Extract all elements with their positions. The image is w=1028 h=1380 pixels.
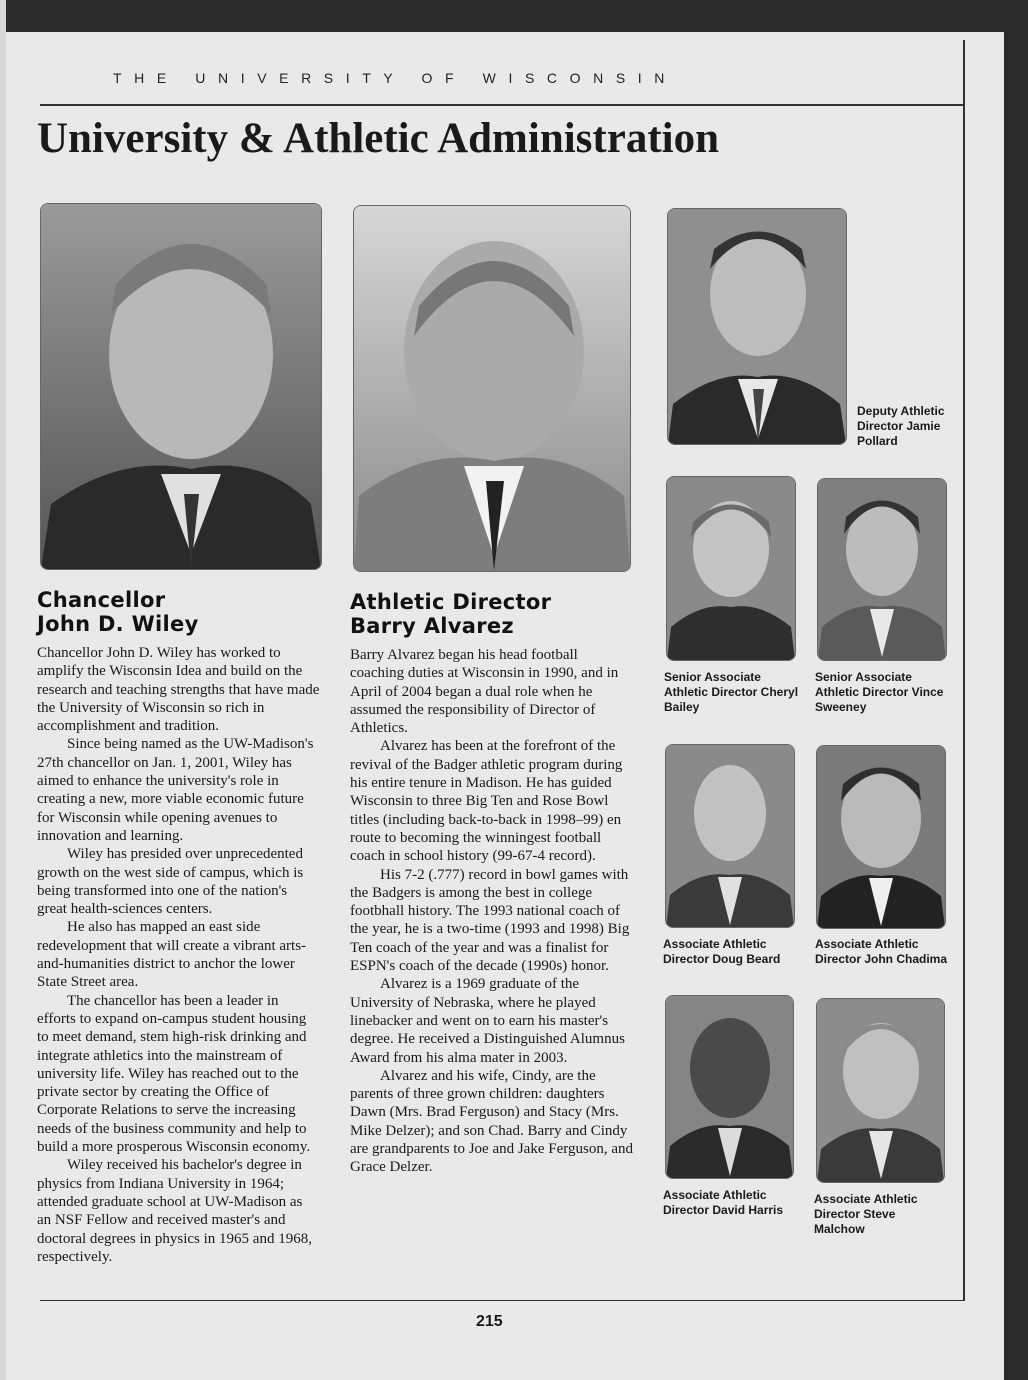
beard-photo bbox=[665, 744, 795, 928]
athletic-director-heading bbox=[350, 590, 551, 638]
chadima-photo bbox=[816, 745, 946, 929]
chancellor-paragraph: He also has mapped an east side redevelopment that will create a vibrant arts-and-humanities district to anchor the lower State Street area. bbox=[37, 919, 307, 991]
right-border-rule bbox=[963, 40, 965, 1300]
page-title: University & Athletic Administration bbox=[37, 115, 719, 162]
chancellor-photo bbox=[40, 203, 322, 570]
athletic-director-paragraph: Alvarez has been at the forefront of the revival of the Badger athletic program during his entire tenure in Madison. He has guided Wisconsin to three Big Ten and Rose Bowl titles (including back-to-back in 1998–99) en route to becoming the winningest football coach in school history (99-67-4 record). bbox=[350, 738, 623, 865]
caption-harris: Associate Athletic Director David Harris bbox=[663, 1188, 784, 1217]
athletic-director-heading-name: Barry Alvarez bbox=[350, 614, 514, 638]
bailey-photo bbox=[666, 476, 796, 661]
chancellor-bio bbox=[37, 644, 320, 1266]
athletic-director-paragraph: Alvarez is a 1969 graduate of the University of Nebraska, where he played linebacker and went on to earn his master's degree. He received a Distinguished Alumnus Award from his alma mater in 2003. bbox=[350, 976, 625, 1066]
malchow-photo bbox=[816, 998, 945, 1183]
running-header: THE UNIVERSITY OF WISCONSIN bbox=[113, 70, 677, 86]
sweeney-photo bbox=[817, 478, 947, 661]
chancellor-heading-name: John D. Wiley bbox=[37, 612, 199, 636]
pollard-photo bbox=[667, 208, 847, 445]
athletic-director-paragraph: His 7-2 (.777) record in bowl games with the Badgers is among the best in college footbhall history. The 1993 national coach of the year, he is a two-time (1993 and 1998) Big Ten coach of the year and was a finalist for ESPN's coach of the decade (1990s) honor. bbox=[350, 866, 630, 975]
header-rule bbox=[40, 104, 965, 106]
caption-pollard: Deputy Athletic Director Jamie Pollard bbox=[857, 404, 945, 448]
caption-malchow: Associate Athletic Director Steve Malchow bbox=[814, 1192, 918, 1236]
chancellor-paragraph: Chancellor John D. Wiley has worked to amplify the Wisconsin Idea and build on the research and teaching strengths that have made the University of Wisconsin so rich in accomplishment and tradition. bbox=[37, 645, 320, 735]
caption-chadima: Associate Athletic Director John Chadima bbox=[815, 937, 948, 966]
caption-beard: Associate Athletic Director Doug Beard bbox=[663, 937, 781, 966]
chancellor-heading-title: Chancellor bbox=[37, 588, 166, 612]
chancellor-paragraph: Wiley received his bachelor's degree in physics from Indiana University in 1964; attended graduate school at UW-Madison as an NSF Fellow and received master's and doctoral degrees in physics in 1965 and 1968, respectively. bbox=[37, 1157, 312, 1265]
chancellor-heading bbox=[37, 588, 199, 636]
chancellor-paragraph: The chancellor has been a leader in efforts to expand on-campus student housing to meet demand, stem high-risk drinking and integrate athletics into the mainstream of university life. Wiley has reached out to the private sector by creating the Office of Corporate Relations to serve the increasing needs of the business community and help to build a more prosperous Wisconsin economy. bbox=[37, 992, 311, 1156]
athletic-director-paragraph: Barry Alvarez began his head football coaching duties at Wisconsin in 1990, and in April of 2004 began a dual role when he assumed the responsibility of Director of Athletics. bbox=[350, 647, 619, 737]
athletic-director-bio bbox=[350, 646, 633, 1177]
footer-rule bbox=[40, 1300, 965, 1301]
athletic-director-photo bbox=[353, 205, 631, 572]
chancellor-paragraph: Since being named as the UW-Madison's 27th chancellor on Jan. 1, 2001, Wiley has aimed to enhance the university's role in creating a new, more viable economic future for Wisconsin while opening avenues to innovation and learning. bbox=[37, 736, 314, 844]
caption-sweeney: Senior Associate Athletic Director Vince Sweeney bbox=[815, 670, 944, 714]
caption-bailey: Senior Associate Athletic Director Cheryl Bailey bbox=[664, 670, 799, 714]
harris-photo bbox=[665, 995, 794, 1179]
page-number: 215 bbox=[476, 1313, 503, 1330]
athletic-director-paragraph: Alvarez and his wife, Cindy, are the parents of three grown children: daughters Dawn (Mrs. Brad Ferguson) and Stacy (Mrs. Mike Delzer); and son Chad. Barry and Cindy are grandparents to Joe and Jake Ferguson, and Grace Delzer. bbox=[350, 1067, 633, 1176]
chancellor-paragraph: Wiley has presided over unprecedented growth on the west side of campus, which is being transformed into one of the nation's great health-sciences centers. bbox=[37, 846, 304, 918]
athletic-director-heading-title: Athletic Director bbox=[350, 590, 552, 614]
